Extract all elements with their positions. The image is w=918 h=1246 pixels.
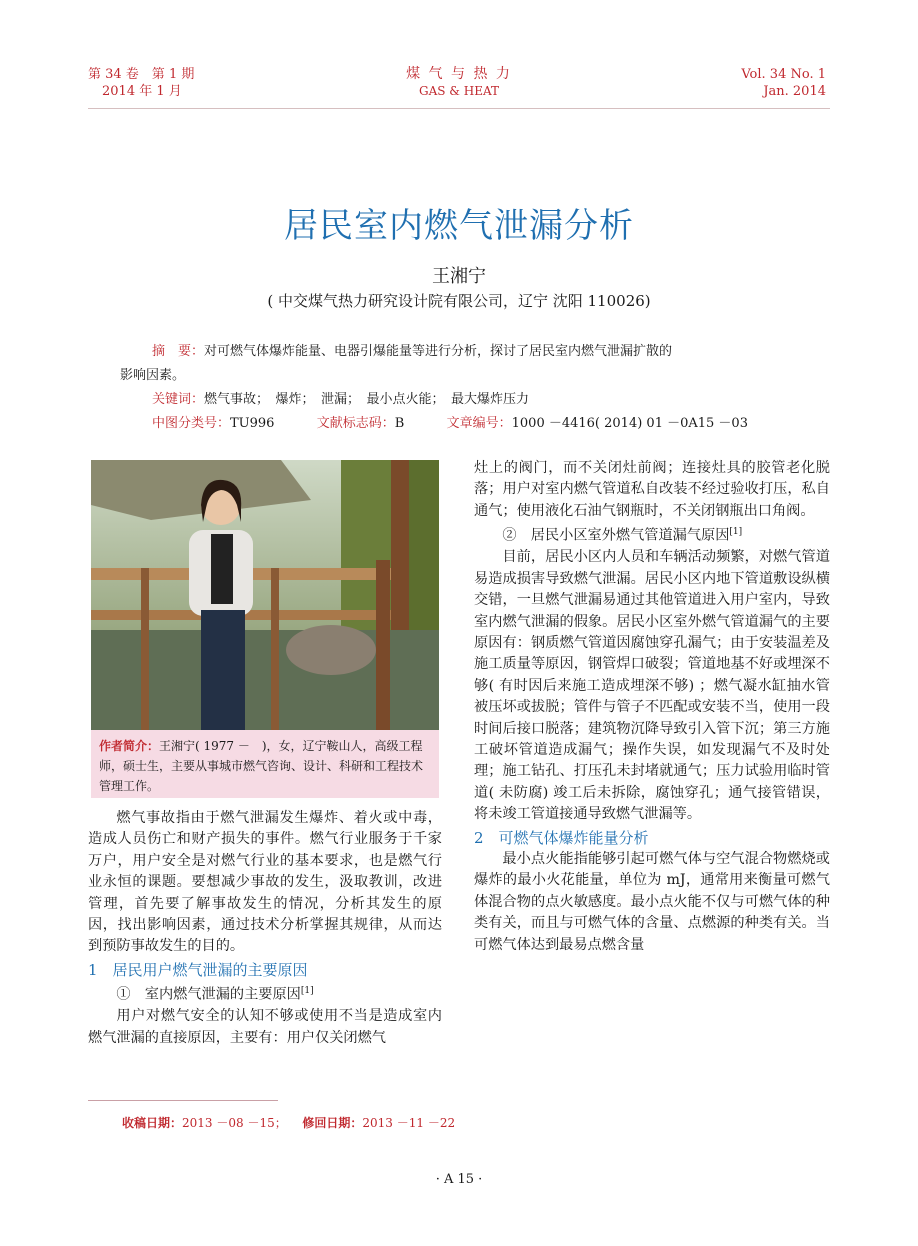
footnote-divider xyxy=(88,1100,278,1101)
author-bio-text: 王湘宁( 1977 － )，女，辽宁鞍山人，高级工程师，硕士生，主要从事城市燃气咨询、设计、科研和工程技术管理工作。 xyxy=(99,739,424,793)
intro-paragraph: 燃气事故指由于燃气泄漏发生爆炸、着火或中毒，造成人员伤亡和财产损失的事件。燃气行业服务于千家万户，用户安全是对燃气行业的基本要求，也是燃气行业永恒的课题。要想减少事故的发生，汲取教训，改进管理，首先要了解事故发生的情况，分析其发生的原因，找出影响因素，通过技术分析掌握其规律，从而达到预防事故发生的目的。 xyxy=(88,810,442,955)
footnote-dates xyxy=(122,1114,455,1131)
left-paragraph-2: 用户对燃气安全的认知不够或使用不当是造成室内燃气泄漏的直接原因，主要有：用户仅关闭燃气 xyxy=(88,1008,442,1046)
article-no-value: 1000 －4416( 2014) 01 －0A15 －03 xyxy=(511,416,748,431)
header-volume-en xyxy=(741,66,826,100)
abstract xyxy=(120,340,820,436)
right-paragraph-2: 目前，居民小区内人员和车辆活动频繁，对燃气管道易造成损害导致燃气泄漏。居民小区内地下管道敷设纵横交错，一旦燃气泄漏易通过其他管道进入用户室内，导致室内燃气泄漏的假象。居民小区室外燃气管道漏气的主要原因有：钢质燃气管道因腐蚀穿孔漏气；由于安装温差及施工质量等原因，钢管焊口破裂；管道地基不好或埋深不够( 有时因后来施工造成埋深不够) ；燃气凝水缸抽水管被压坏或拔脱；管件与管子不匹配或安装不当，使用一段时间后接口脱落；建筑物沉降导致引入管下沉；第三方施工破坏管道造成漏气；操作失误，如发现漏气不及时处理；施工钻孔、打压孔未封堵就通气；压力试验用临时管道( 未防腐) 竣工后未拆除，腐蚀穿孔；通气接管错误，将未竣工管道接通导致燃气泄漏等。 xyxy=(474,549,830,823)
abstract-label: 摘 要： xyxy=(152,344,205,359)
article-no-label: 文章编号： xyxy=(446,416,512,431)
doc-code-label: 文献标志码： xyxy=(316,416,395,431)
received-value: 2013 －08 －15； xyxy=(182,1116,287,1130)
right-paragraph-3: 最小点火能指能够引起可燃气体与空气混合物燃烧或爆炸的最小火花能量，单位为 mJ，通常用来衡量可燃气体混合物的点火敏感度。最小点火能不仅与可燃气体的种类有关，而且与可燃气体的含量、点燃源的种类有关。当可燃气体达到最易点燃含量 xyxy=(474,851,830,953)
header-divider xyxy=(88,108,830,109)
author-photo xyxy=(91,460,439,730)
right-column xyxy=(474,458,830,956)
keywords-label: 关键词： xyxy=(152,392,205,407)
header-date-en: Jan. 2014 xyxy=(763,84,826,99)
article-title: 居民室内燃气泄漏分析 xyxy=(284,206,634,246)
revised-label: 修回日期： xyxy=(302,1116,363,1130)
page-number: · A 15 · xyxy=(435,1172,483,1187)
left-column xyxy=(88,808,442,1049)
subsection-2-ref: [1] xyxy=(729,527,743,538)
received-label: 收稿日期： xyxy=(122,1116,183,1130)
subsection-1-ref: [1] xyxy=(300,986,314,997)
subsection-1 xyxy=(88,981,442,1006)
doc-code-value: B xyxy=(394,416,405,431)
section-2-heading: 2 可燃气体爆炸能量分析 xyxy=(474,828,649,847)
author-bio-label: 作者简介： xyxy=(99,739,160,753)
header-volume-en-text: Vol. 34 No. 1 xyxy=(741,67,826,82)
clc-label: 中图分类号： xyxy=(152,416,231,431)
header-journal-en: GAS & HEAT xyxy=(418,84,500,98)
abstract-line2: 影响因素。 xyxy=(120,368,186,383)
revised-value: 2013 －11 －22 xyxy=(362,1116,456,1130)
article-affiliation: ( 中交煤气热力研究设计院有限公司，辽宁 沈阳 110026) xyxy=(267,292,651,310)
subsection-2 xyxy=(474,522,830,547)
subsection-1-title: ① 室内燃气泄漏的主要原因 xyxy=(116,986,301,1003)
header-journal-cn: 煤 气 与 热 力 xyxy=(406,66,512,82)
header-volume-cn-text: 第 34 卷 第 1 期 xyxy=(88,67,195,82)
keywords xyxy=(120,388,820,412)
right-paragraph-1: 灶上的阀门，而不关闭灶前阀；连接灶具的胶管老化脱落；用户对室内燃气管道私自改装不经过验收打压，私自通气；使用液化石油气钢瓶时，不关闭钢瓶出口角阀。 xyxy=(474,460,830,519)
section-1-heading: 1 居民用户燃气泄漏的主要原因 xyxy=(88,960,308,979)
article-author: 王湘宁 xyxy=(432,266,486,287)
abstract-line1: 对可燃气体爆炸能量、电器引爆能量等进行分析，探讨了居民室内燃气泄漏扩散的 xyxy=(204,344,673,359)
keywords-text: 燃气事故； 爆炸； 泄漏； 最小点火能； 最大爆炸压力 xyxy=(204,392,530,407)
subsection-2-title: ② 居民小区室外燃气管道漏气原因 xyxy=(502,527,730,544)
header-date-cn: 2014 年 1 月 xyxy=(102,84,182,99)
classification-line xyxy=(120,412,820,436)
author-bio xyxy=(91,730,439,798)
clc-value: TU996 xyxy=(230,416,275,431)
